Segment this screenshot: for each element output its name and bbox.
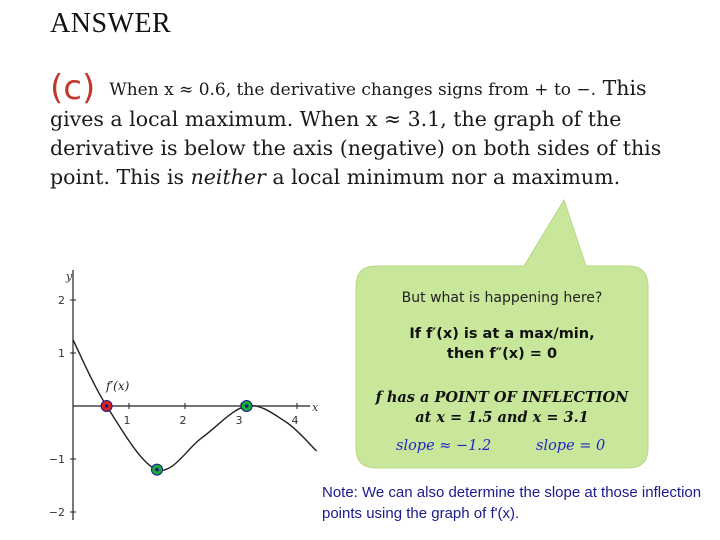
derivative-graph	[38, 262, 338, 524]
curve-point-center	[155, 468, 159, 472]
x-ticks	[124, 403, 299, 427]
curve-point-center	[105, 404, 109, 408]
condition-line-a: If f′(x) is at a max/min,	[409, 326, 595, 342]
page-title: ANSWER	[50, 8, 172, 39]
callout-condition	[354, 324, 650, 364]
x-tick-label: 2	[179, 414, 187, 427]
callout-conclusion	[354, 388, 650, 428]
x-tick-label: 4	[291, 414, 299, 427]
x-tick-label: 3	[235, 414, 243, 427]
condition-line-b: then f″(x) = 0	[446, 346, 558, 362]
y-axis-label: y	[66, 270, 73, 283]
emphasis-text: neither	[190, 165, 266, 189]
slope-right: slope = 0	[536, 438, 606, 454]
callout-question: But what is happening here?	[401, 290, 603, 306]
curve-label: f′(x)	[106, 379, 130, 393]
slope-left: slope ≈ −1.2	[396, 438, 492, 454]
speech-bubble-callout	[354, 196, 650, 470]
explanation-text: This gives a local maximum. When x ≈ 3.1, the graph of the derivative is below the axis (negative) on both sides of this point. This is	[50, 76, 662, 189]
marked-points	[101, 401, 252, 476]
conclusion-line-d: at x = 1.5 and x = 3.1	[415, 409, 589, 426]
conclusion-line-c: f has a POINT OF INFLECTION	[375, 389, 629, 406]
explanation-end: a local minimum nor a maximum.	[265, 165, 621, 189]
curve-point-center	[245, 404, 249, 408]
answer-paragraph	[50, 68, 700, 192]
part-label: (c)	[50, 68, 96, 108]
intro-sentence: When x ≈ 0.6, the derivative changes signs from + to −.	[109, 80, 597, 100]
y-tick-label: 1	[58, 347, 65, 360]
note-text: Note: We can also determine the slope at those inflection points using the graph of f'(x).	[322, 484, 702, 522]
x-axis-label: x	[312, 401, 319, 414]
y-tick-label: −2	[48, 506, 65, 519]
y-ticks	[49, 294, 76, 519]
y-tick-label: −1	[48, 453, 65, 466]
x-tick-label: 1	[123, 414, 131, 427]
y-tick-label: 2	[58, 294, 65, 307]
